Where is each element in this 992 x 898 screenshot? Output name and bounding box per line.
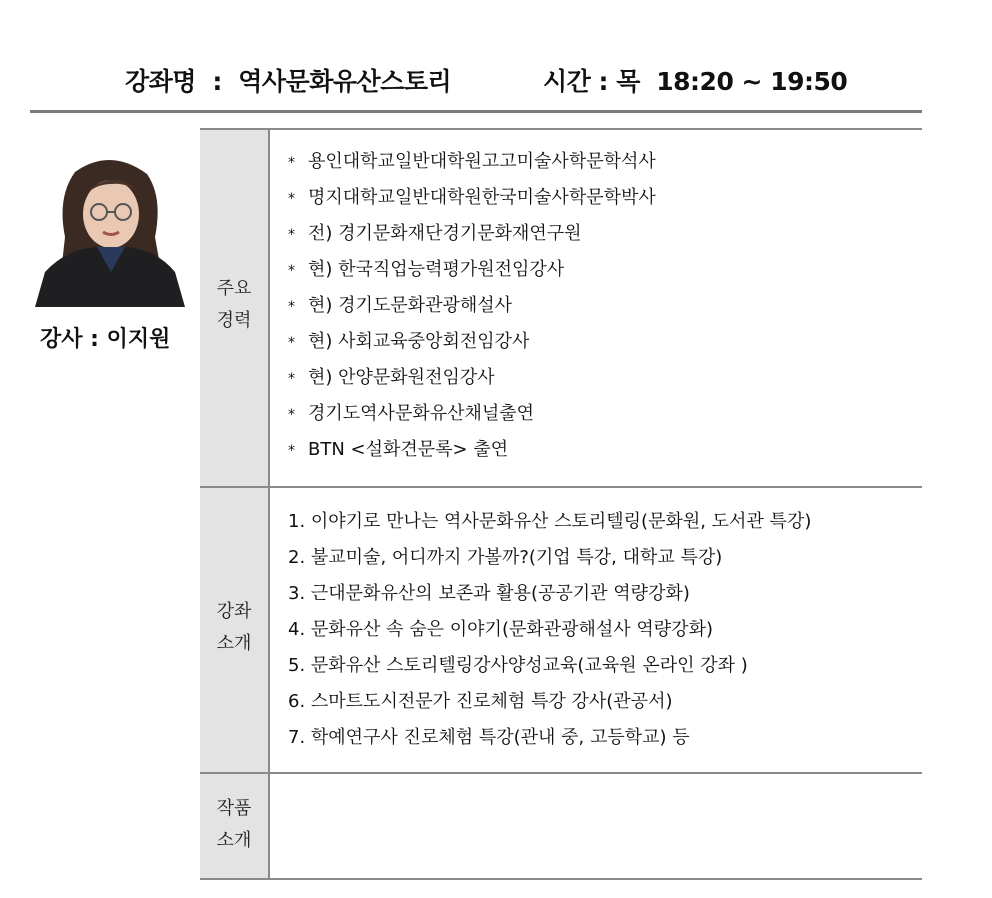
list-item: 6. 스마트도시전문가 진로체험 특강 강사(관공서) [288, 691, 673, 712]
lecture-list [288, 504, 811, 756]
table-column-divider [268, 128, 270, 880]
list-item: * 경기도역사문화유산채널출연 [288, 403, 535, 424]
table-row-divider [200, 486, 922, 488]
instructor-photo [35, 152, 185, 307]
table-top-rule [200, 128, 922, 130]
career-list [288, 144, 656, 468]
table-row-divider [200, 772, 922, 774]
course-title: 강좌명 : 역사문화유산스토리 [125, 67, 452, 96]
list-item: 3. 근대문화유산의 보존과 활용(공공기관 역량강화) [288, 583, 690, 604]
table-bottom-rule [200, 878, 922, 880]
list-item: * 현) 한국직업능력평가원전임강사 [288, 259, 565, 280]
list-item: 4. 문화유산 속 숨은 이야기(문화관광해설사 역량강화) [288, 619, 713, 640]
list-item: 2. 불교미술, 어디까지 가볼까?(기업 특강, 대학교 특강) [288, 547, 723, 568]
works-label: 작품 소개 [216, 798, 252, 851]
instructor-name: 강사 : 이지원 [40, 327, 171, 352]
list-item: * BTN <설화견문록> 출연 [288, 439, 509, 460]
career-label: 주요 경력 [216, 278, 252, 331]
list-item: * 현) 사회교육중앙회전임강사 [288, 331, 530, 352]
list-item: 7. 학예연구사 진로체험 특강(관내 중, 고등학교) 등 [288, 727, 690, 748]
list-item: * 용인대학교일반대학원고고미술사학문학석사 [288, 151, 656, 172]
list-item: 5. 문화유산 스토리텔링강사양성교육(교육원 온라인 강좌 ) [288, 655, 748, 676]
profile-table [200, 128, 922, 880]
list-item: * 현) 경기도문화관광해설사 [288, 295, 513, 316]
header-divider [30, 110, 922, 113]
list-item: * 전) 경기문화재단경기문화재연구원 [288, 223, 582, 244]
course-time: 시간 : 목 18:20 ~ 19:50 [543, 67, 848, 96]
list-item: 1. 이야기로 만나는 역사문화유산 스토리텔링(문화원, 도서관 특강) [288, 511, 812, 532]
course-header [0, 62, 992, 102]
list-item: * 명지대학교일반대학원한국미술사학문학박사 [288, 187, 656, 208]
lecture-label: 강좌 소개 [216, 601, 252, 654]
list-item: * 현) 안양문화원전임강사 [288, 367, 495, 388]
